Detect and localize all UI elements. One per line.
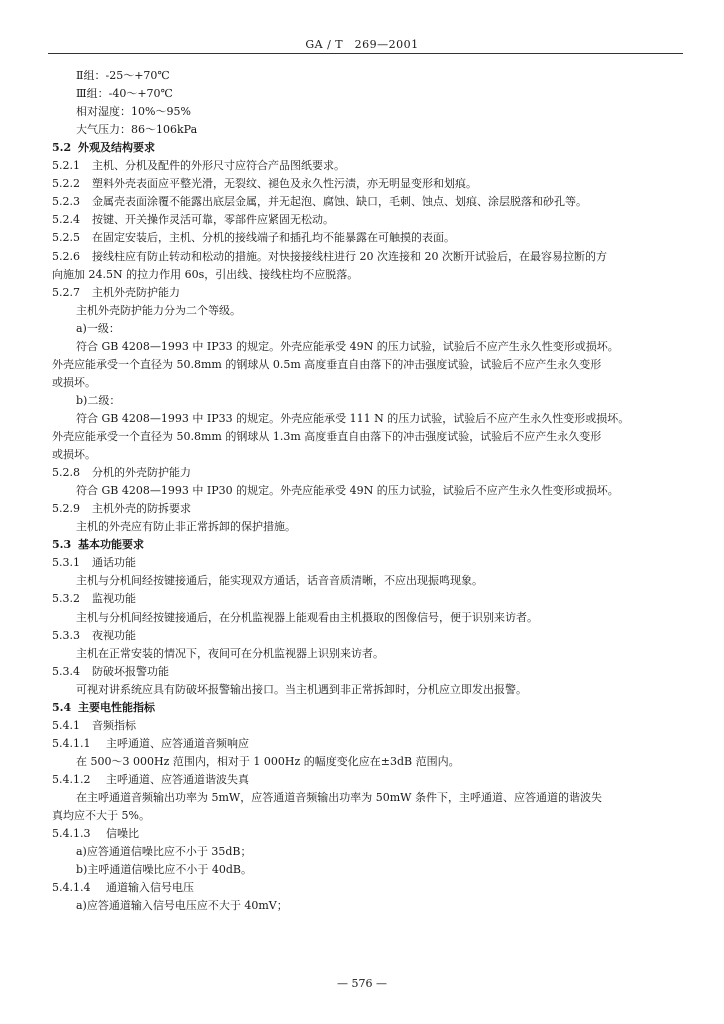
line-text: 符合 GB 4208—1993 中 IP30 的规定。外壳应能承受 49N 的压力试验，试验后不应产生永久性变形或损坏。 <box>76 484 619 498</box>
text-line <box>76 845 251 858</box>
clause-number: 5.2.7 <box>52 285 80 299</box>
line-text: 通话功能 <box>92 556 136 570</box>
text-line <box>52 430 601 443</box>
clause-number: 5.2.4 <box>52 213 80 227</box>
text-line <box>52 268 358 281</box>
line-text: 向施加 24.5N 的拉力作用 60s，引出线、接线柱均不应脱落。 <box>52 267 359 281</box>
text-line <box>76 647 384 660</box>
clause-number: 5.4.1.1 <box>52 736 91 750</box>
clause-number: 5.2.1 <box>52 159 80 173</box>
text-line <box>52 177 477 190</box>
clause-number: 5.2.2 <box>52 177 80 191</box>
line-text: a)应答通道信噪比应不小于 35dB； <box>76 845 252 859</box>
text-line <box>76 791 602 804</box>
text-line <box>52 448 96 461</box>
clause-number: 5.3.4 <box>52 664 80 678</box>
line-text: 主机的外壳应有防止非正常拆卸的保护措施。 <box>76 520 296 534</box>
line-text: 夜视功能 <box>92 628 136 642</box>
text-line <box>52 881 194 894</box>
text-line <box>76 123 197 136</box>
line-text: 金属壳表面涂覆不能露出底层金属，并无起泡、腐蚀、缺口，毛刺、蚀点、划痕、涂层脱落和砂孔等。 <box>92 195 587 209</box>
line-text: 监视功能 <box>92 592 136 606</box>
text-line <box>52 592 136 605</box>
text-line <box>52 231 455 244</box>
text-line <box>76 899 288 912</box>
line-text: 主机外壳防护能力 <box>92 285 180 299</box>
clause-number: 5.4 <box>52 700 72 714</box>
line-text: 相对湿度：10%～95% <box>76 105 191 119</box>
section-heading <box>52 538 144 551</box>
text-line <box>76 755 460 768</box>
line-text: 在主呼通道音频输出功率为 5mW，应答通道音频输出功率为 50mW 条件下，主呼通道、应答通道的谐波失 <box>76 791 602 804</box>
header-rule <box>48 53 683 54</box>
line-text: 主机外壳的防拆要求 <box>92 502 191 516</box>
text-line <box>76 484 619 497</box>
line-text: 接线柱应有防止转动和松动的措施。对快接接线柱进行 20 次连接和 20 次断开试验后，在最容易拉断的方 <box>92 249 607 263</box>
text-line <box>52 773 249 786</box>
text-line <box>52 159 345 172</box>
line-text: 外壳应能承受一个直径为 50.8mm 的钢球从 0.5m 高度垂直自由落下的冲击强度试验，试验后不应产生永久变形 <box>52 357 602 371</box>
line-text: 信噪比 <box>106 827 139 841</box>
text-line <box>52 556 136 569</box>
text-line <box>52 213 334 226</box>
line-text: 分机的外壳防护能力 <box>92 466 191 480</box>
line-text: 符合 GB 4208—1993 中 IP33 的规定。外壳应能承受 111 N 的压力试验，试验后不应产生永久性变形或损坏。 <box>76 411 630 425</box>
text-line <box>76 394 120 407</box>
text-line <box>76 520 296 533</box>
line-text: 或损坏。 <box>52 375 96 389</box>
clause-number: 5.2.8 <box>52 466 80 480</box>
text-line <box>52 719 136 732</box>
text-line <box>52 827 139 840</box>
line-text: 或损坏。 <box>52 448 96 462</box>
line-text: b)二级： <box>76 393 121 407</box>
clause-number: 5.2.3 <box>52 195 80 209</box>
text-line <box>76 412 629 425</box>
text-line <box>52 809 150 822</box>
text-line <box>76 304 241 317</box>
line-text: Ⅲ组：-40～+70℃ <box>76 87 173 101</box>
line-text: 通道输入信号电压 <box>106 881 194 895</box>
line-text: 主机、分机及配件的外形尺寸应符合产品图纸要求。 <box>92 159 345 173</box>
section-heading <box>52 701 155 714</box>
text-line <box>52 629 136 642</box>
line-text: a)一级： <box>76 321 120 335</box>
line-text: Ⅱ组：-25～+70℃ <box>76 69 170 82</box>
clause-number: 5.2.9 <box>52 502 80 516</box>
text-line <box>76 574 483 587</box>
clause-number: 5.3.1 <box>52 556 80 570</box>
text-line <box>52 286 180 299</box>
clause-number: 5.4.1.3 <box>52 827 91 841</box>
line-text: 按键、开关操作灵活可靠，零部件应紧固无松动。 <box>92 213 334 227</box>
line-text: 主要电性能指标 <box>78 700 155 714</box>
clause-number: 5.2.5 <box>52 231 80 245</box>
text-line <box>76 87 173 100</box>
text-line <box>52 502 191 515</box>
text-line <box>76 69 170 82</box>
text-line <box>52 250 607 263</box>
line-text: 可视对讲系统应具有防破坏报警输出接口。当主机遇到非正常拆卸时，分机应立即发出报警。 <box>76 682 527 696</box>
text-line <box>76 322 120 335</box>
text-line <box>52 466 191 479</box>
text-line <box>52 665 169 678</box>
line-text: 外壳应能承受一个直径为 50.8mm 的钢球从 1.3m 高度垂直自由落下的冲击强度试验，试验后不应产生永久变形 <box>52 430 602 443</box>
line-text: 在固定安装后，主机、分机的接线端子和插孔均不能暴露在可触摸的表面。 <box>92 231 455 245</box>
page-number: — 576 — <box>337 977 387 990</box>
clause-number: 5.4.1.2 <box>52 772 91 786</box>
clause-number: 5.2.6 <box>52 249 80 263</box>
line-text: a)应答通道输入信号电压应不大于 40mV； <box>76 899 288 913</box>
clause-number: 5.3.3 <box>52 628 80 642</box>
text-line <box>76 683 527 696</box>
line-text: 主机在正常安装的情况下，夜间可在分机监视器上识别来访者。 <box>76 646 384 660</box>
text-line <box>52 376 96 389</box>
clause-number: 5.4.1.4 <box>52 881 91 895</box>
line-text: 真均应不大于 5%。 <box>52 809 150 823</box>
line-text: 防破坏报警功能 <box>92 664 169 678</box>
line-text: 外观及结构要求 <box>78 141 155 155</box>
text-line <box>52 737 249 750</box>
text-line <box>76 105 191 118</box>
line-text: 音频指标 <box>92 718 136 732</box>
line-text: 主呼通道、应答通道音频响应 <box>106 736 249 750</box>
line-text: 基本功能要求 <box>78 538 144 552</box>
line-text: 大气压力：86～106kPa <box>76 123 198 137</box>
clause-number: 5.3 <box>52 538 72 552</box>
line-text: 主呼通道、应答通道谐波失真 <box>106 772 249 786</box>
line-text: 塑料外壳表面应平整光滑，无裂纹、褪色及永久性污渍，亦无明显变形和划痕。 <box>92 177 477 191</box>
clause-number: 5.3.2 <box>52 592 80 606</box>
clause-number: 5.4.1 <box>52 718 80 732</box>
line-text: 在 500～3 000Hz 范围内，相对于 1 000Hz 的幅度变化应在±3dB 范围内。 <box>76 754 460 768</box>
page-header: GA / T 269—2001 <box>305 38 419 51</box>
text-line <box>76 611 538 624</box>
text-line <box>76 340 619 353</box>
clause-number: 5.2 <box>52 141 72 155</box>
line-text: 主机与分机间经按键接通后，在分机监视器上能观看由主机摄取的图像信号，便于识别来访者。 <box>76 610 538 624</box>
line-text: 符合 GB 4208—1993 中 IP33 的规定。外壳应能承受 49N 的压力试验，试验后不应产生永久性变形或损坏。 <box>76 339 619 353</box>
line-text: b)主呼通道信噪比应不小于 40dB。 <box>76 863 252 877</box>
text-line <box>52 195 587 208</box>
text-line <box>52 358 601 371</box>
text-line <box>76 863 252 876</box>
line-text: 主机外壳防护能力分为二个等级。 <box>76 303 241 317</box>
line-text: 主机与分机间经按键接通后，能实现双方通话，话音音质清晰，不应出现振鸣现象。 <box>76 574 483 588</box>
section-heading <box>52 141 155 154</box>
